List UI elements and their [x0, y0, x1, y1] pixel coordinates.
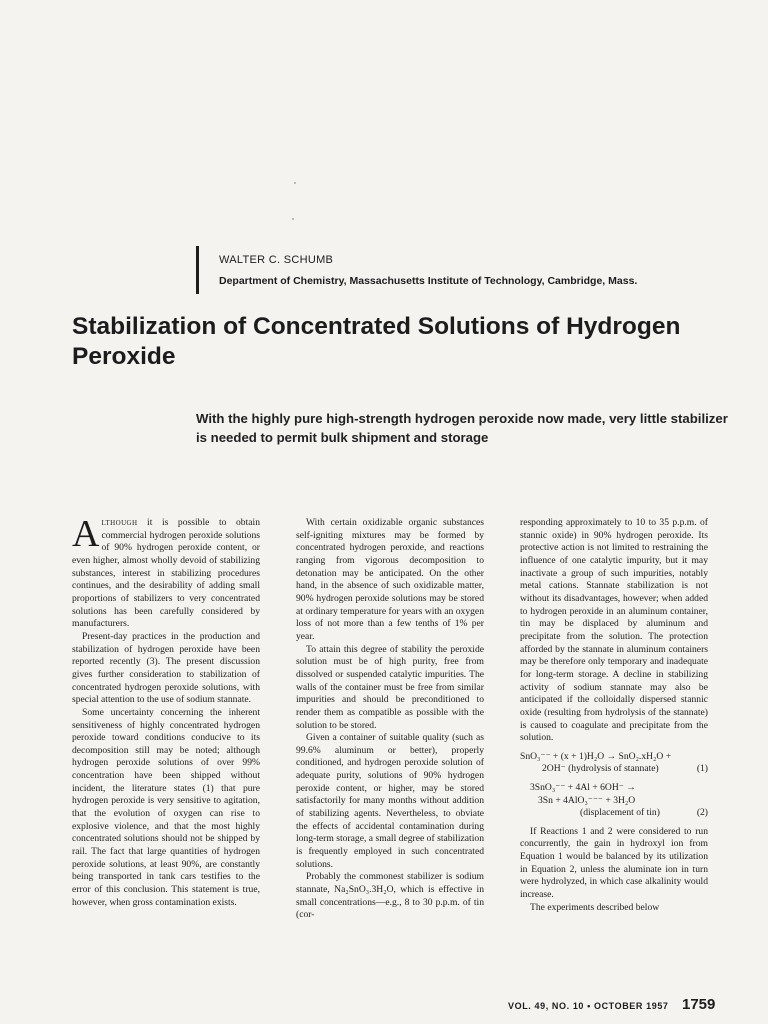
- equation-line: 2OH⁻ (hydrolysis of stannate): [542, 763, 659, 775]
- paragraph: Probably the commonest stabilizer is sodium stannate, Na₂SnO₃.3H₂O, which is effective in small concentrations—e.g., 8 to 30 p.p.m. of tin (cor-: [296, 871, 484, 921]
- equation-line: 3Sn + 4AlO₃⁻⁻⁻ + 3H₂O: [538, 794, 636, 806]
- equation-number: (2): [696, 807, 708, 819]
- author-affiliation: Department of Chemistry, Massachusetts Institute of Technology, Cambridge, Mass.: [219, 275, 638, 287]
- page-number: 1759: [682, 996, 716, 1013]
- equation-number: (1): [696, 763, 708, 775]
- paragraph: Given a container of suitable quality (such as 99.6% aluminum or better), properly conditioned, and hydrogen peroxide solution of adequate purity, solutions of 90% hydrogen peroxide content, or higher, may be stored satisfactorily for many months without addition of stabilizing agents. Nevertheless, to obviate the effects of accidental contamination during long-term storage, a small degree of stabilization is frequently employed in such concentrated solutions.: [296, 732, 484, 870]
- author-rule: [196, 246, 199, 294]
- paragraph: Some uncertainty concerning the inherent sensitiveness of highly concentrated hydrogen peroxide toward conditions conducive to its decomposition still may be noted; although hydrogen peroxide solutions of over 99% concentration have been shipped without incident, the literature states (1) that pure hydrogen peroxide is very sensitive to agitation, that the evolution of oxygen can rise to explosive violence, and that the most highly concentrated solutions should not be shipped by rail. The fact that large quantities of hydrogen peroxide solutions, at least 90%, are constantly being transported in tank cars testifies to the error of this conclusion. This statement is true, however, when gross contamination exists.: [72, 706, 260, 908]
- paragraph: To attain this degree of stability the peroxide solution must be of high purity, free from dissolved or suspended catalytic impurities. The walls of the container must be free from similar impurities and should be preconditioned to render them as compatible as possible with the solution to be stored.: [296, 643, 484, 731]
- body-column-1: [72, 513, 260, 909]
- equation-line: SnO₃⁻⁻ + (x + 1)H₂O → SnO₂.xH₂O +: [520, 750, 672, 762]
- paragraph: The experiments described below: [530, 901, 660, 913]
- equation-line: 3SnO₃⁻⁻ + 4Al + 6OH⁻ →: [530, 782, 636, 793]
- paragraph: [72, 513, 260, 631]
- equation-row: [520, 763, 708, 776]
- scan-speck: [292, 218, 294, 220]
- author-name: WALTER C. SCHUMB: [219, 254, 334, 266]
- paragraph-text: it is possible to obtain commercial hydrogen peroxide solutions of 90% hydrogen peroxide content, or even higher, almost wholly devoid of stabilizing substances, interest in stabilizing procedures continues, and the desirability of adding small proportions of stabilizers to very concentrated solutions has been carefully considered by manufacturers.: [72, 517, 260, 630]
- equation-1: [520, 751, 708, 776]
- equation-row: [520, 807, 708, 820]
- scan-speck: [294, 182, 296, 184]
- paragraph: With certain oxidizable organic substances self-igniting mixtures may be formed by concentrated hydrogen peroxide, and reactions ranging from vigorous decomposition to detonation may be anticipated. On the other hand, in the absence of such oxidizable matter, 90% hydrogen peroxide solutions may be stored at ordinary temperature for years with an oxygen loss of not more than a few tenths of 1% per year.: [296, 517, 484, 642]
- paragraph: responding approximately to 10 to 35 p.p.m. of stannic oxide) in 90% hydrogen peroxide. Its protective action is not limited to restraining the influence of one catalytic impurity, but it may inactivate a group of such impurities, notably metal cations. Stannate stabilization is not without its disadvantages, however; when added to hydrogen peroxide in an aluminum container, tin may be displaced by aluminum and precipitate from the solution. The protection afforded by the stannate in aluminum containers may be therefore only temporary and inadequate for long-term storage. A decline in stabilizing activity of sodium stannate may also be anticipated if the colloidally dispersed stannic oxide (resulting from hydrolysis of the stannate) is caused to coagulate and precipitate from the solution.: [520, 517, 708, 744]
- article-title: Stabilization of Concentrated Solutions of Hydrogen Peroxide: [72, 313, 681, 370]
- body-column-3: [520, 517, 708, 914]
- article-subtitle: With the highly pure high-strength hydrogen peroxide now made, very little stabilizer is needed to permit bulk shipment and storage: [196, 411, 728, 445]
- paragraph: If Reactions 1 and 2 were considered to run concurrently, the gain in hydroxyl ion from Equation 1 would be balanced by its utilization in Equation 2, unless the aluminate ion in turn were hydrolyzed, in which case alkalinity would increase.: [520, 825, 708, 901]
- equation-line: (displacement of tin): [580, 807, 660, 819]
- body-column-2: [296, 517, 484, 922]
- paragraph: Present-day practices in the production and stabilization of hydrogen peroxide have been reported recently (3). The present discussion gives further consideration to stabilization of concentrated hydrogen peroxide solutions, with special attention to the use of sodium stannate.: [72, 630, 260, 706]
- journal-issue: VOL. 49, NO. 10 • OCTOBER 1957: [508, 1001, 669, 1011]
- equation-2: [520, 782, 708, 820]
- page-footer: [508, 996, 738, 1016]
- drop-cap: A: [72, 513, 100, 555]
- lead-word: lthough: [101, 517, 138, 528]
